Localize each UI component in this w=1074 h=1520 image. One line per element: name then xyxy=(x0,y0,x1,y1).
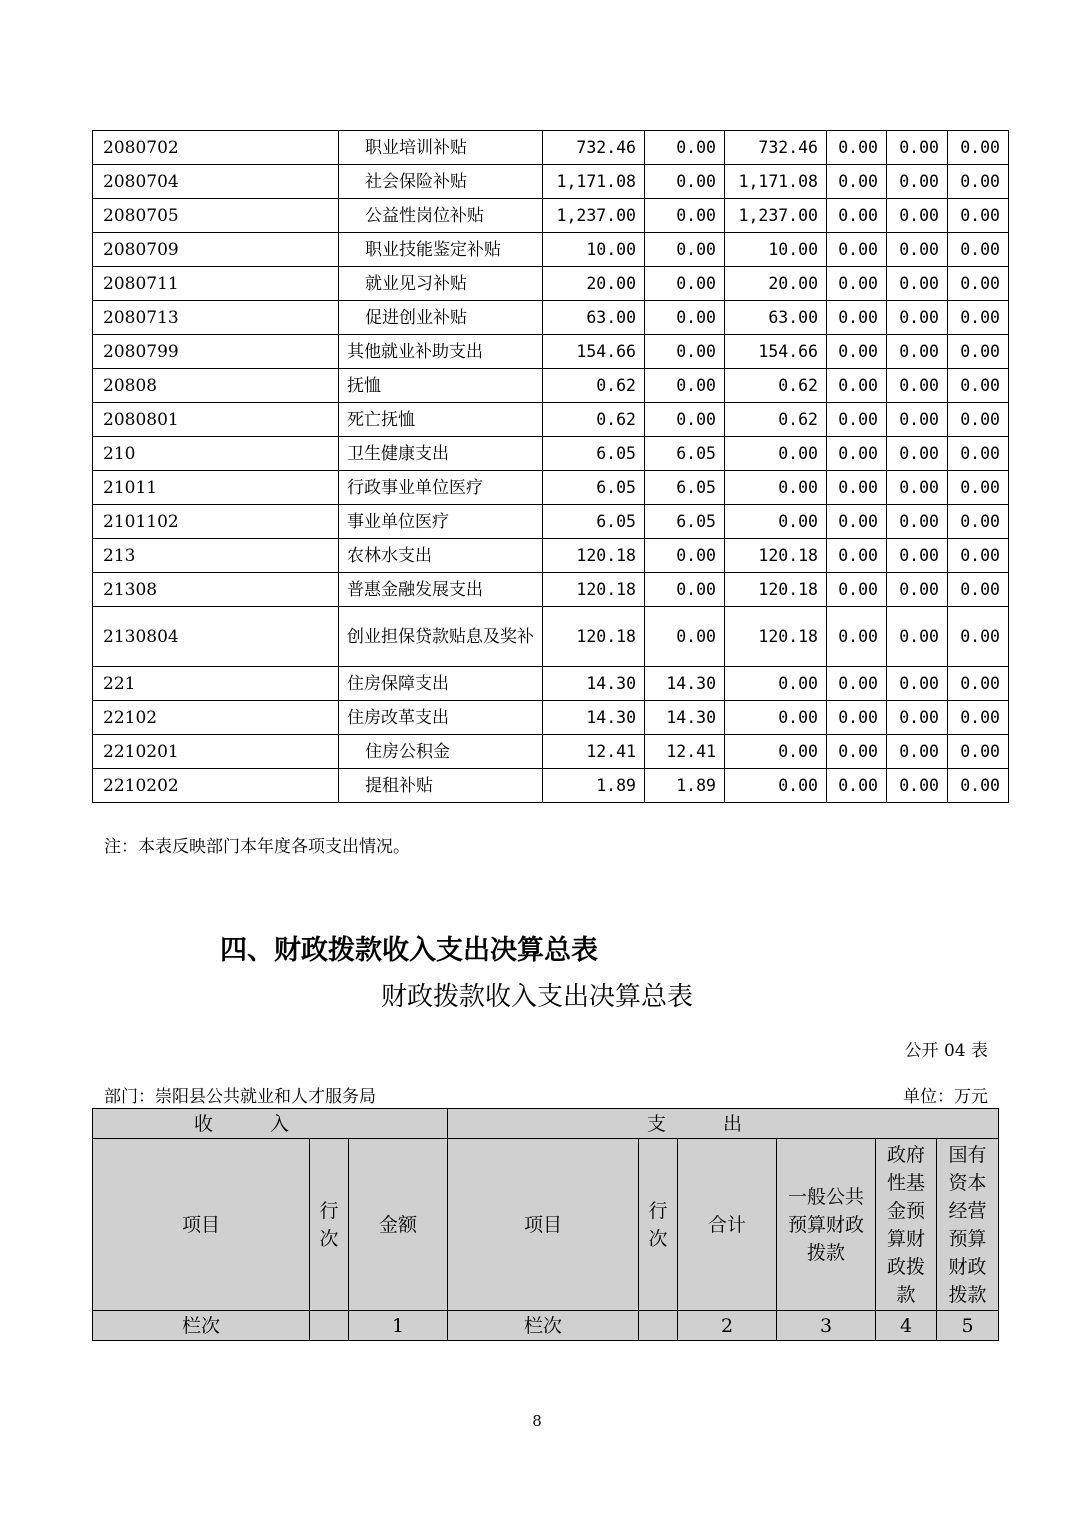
table-code: 公开 04 表 xyxy=(904,1041,988,1061)
row-value-4: 0.00 xyxy=(827,505,887,539)
row-value-2: 0.00 xyxy=(645,165,725,199)
row-name: 促进创业补贴 xyxy=(339,301,543,335)
row-code: 2101102 xyxy=(93,505,339,539)
row-code: 2080704 xyxy=(93,165,339,199)
row-value-4: 0.00 xyxy=(827,335,887,369)
table-row xyxy=(93,701,1009,735)
row-value-4: 0.00 xyxy=(827,131,887,165)
summary-table-header xyxy=(92,1108,999,1341)
row-value-6: 0.00 xyxy=(948,505,1009,539)
row-value-2: 0.00 xyxy=(645,573,725,607)
row-name: 住房保障支出 xyxy=(339,667,543,701)
row-value-4: 0.00 xyxy=(827,199,887,233)
row-value-1: 6.05 xyxy=(543,471,645,505)
row-code: 20808 xyxy=(93,369,339,403)
row-value-2: 0.00 xyxy=(645,403,725,437)
row-code: 2130804 xyxy=(93,607,339,667)
row-value-6: 0.00 xyxy=(948,131,1009,165)
row-value-6: 0.00 xyxy=(948,667,1009,701)
row-value-3: 0.00 xyxy=(725,437,827,471)
row-code: 221 xyxy=(93,667,339,701)
table-row xyxy=(93,335,1009,369)
page-number: 8 xyxy=(532,1412,542,1430)
row-name: 死亡抚恤 xyxy=(339,403,543,437)
row-value-5: 0.00 xyxy=(887,701,948,735)
gov-fund-label: 政府性基金预算财政拨款 xyxy=(886,1143,925,1306)
row-value-6: 0.00 xyxy=(948,267,1009,301)
row-value-4: 0.00 xyxy=(827,233,887,267)
row-value-5: 0.00 xyxy=(887,539,948,573)
row-value-2: 6.05 xyxy=(645,437,725,471)
table-row xyxy=(93,267,1009,301)
table-row xyxy=(93,233,1009,267)
row-value-4: 0.00 xyxy=(827,701,887,735)
income-item-header: 项目 xyxy=(93,1139,310,1311)
row-code: 2080799 xyxy=(93,335,339,369)
income-row-no-label: 行次 xyxy=(319,1199,339,1250)
row-value-2: 12.41 xyxy=(645,735,725,769)
row-value-3: 20.00 xyxy=(725,267,827,301)
row-value-2: 0.00 xyxy=(645,199,725,233)
general-budget-label: 一般公共预算财政拨款 xyxy=(787,1185,864,1264)
table-row xyxy=(93,769,1009,803)
state-capital-header xyxy=(937,1139,999,1311)
row-value-6: 0.00 xyxy=(948,301,1009,335)
row-value-1: 1,171.08 xyxy=(543,165,645,199)
row-value-4: 0.00 xyxy=(827,667,887,701)
column-number-1: 1 xyxy=(349,1311,448,1341)
expense-row-no-label: 行次 xyxy=(648,1199,668,1250)
row-name: 提租补贴 xyxy=(339,769,543,803)
row-value-2: 0.00 xyxy=(645,131,725,165)
row-name: 职业培训补贴 xyxy=(339,131,543,165)
total-header: 合计 xyxy=(678,1139,777,1311)
row-value-6: 0.00 xyxy=(948,769,1009,803)
row-value-6: 0.00 xyxy=(948,573,1009,607)
row-name: 住房改革支出 xyxy=(339,701,543,735)
row-name: 创业担保贷款贴息及奖补 xyxy=(339,607,543,667)
row-value-1: 120.18 xyxy=(543,573,645,607)
row-value-1: 10.00 xyxy=(543,233,645,267)
row-value-3: 120.18 xyxy=(725,573,827,607)
row-value-6: 0.00 xyxy=(948,403,1009,437)
row-value-5: 0.00 xyxy=(887,199,948,233)
row-value-1: 20.00 xyxy=(543,267,645,301)
row-value-1: 0.62 xyxy=(543,403,645,437)
column-blank-2 xyxy=(639,1311,678,1341)
row-name: 抚恤 xyxy=(339,369,543,403)
row-code: 2210201 xyxy=(93,735,339,769)
row-value-3: 0.00 xyxy=(725,735,827,769)
row-value-3: 1,171.08 xyxy=(725,165,827,199)
row-value-3: 154.66 xyxy=(725,335,827,369)
gov-fund-header xyxy=(876,1139,937,1311)
expense-item-header: 项目 xyxy=(448,1139,639,1311)
row-value-1: 154.66 xyxy=(543,335,645,369)
row-code: 213 xyxy=(93,539,339,573)
row-code: 210 xyxy=(93,437,339,471)
row-value-5: 0.00 xyxy=(887,301,948,335)
row-value-1: 12.41 xyxy=(543,735,645,769)
row-value-3: 0.00 xyxy=(725,505,827,539)
column-label-2: 栏次 xyxy=(448,1311,639,1341)
row-value-2: 6.05 xyxy=(645,505,725,539)
row-value-5: 0.00 xyxy=(887,505,948,539)
row-value-1: 120.18 xyxy=(543,607,645,667)
row-code: 2080713 xyxy=(93,301,339,335)
row-value-3: 1,237.00 xyxy=(725,199,827,233)
row-value-4: 0.00 xyxy=(827,471,887,505)
row-name: 职业技能鉴定补贴 xyxy=(339,233,543,267)
row-value-5: 0.00 xyxy=(887,769,948,803)
expense-table xyxy=(92,130,1009,803)
column-number-2: 2 xyxy=(678,1311,777,1341)
income-group-header xyxy=(93,1109,448,1139)
table-row xyxy=(93,437,1009,471)
row-name: 其他就业补助支出 xyxy=(339,335,543,369)
row-code: 2080705 xyxy=(93,199,339,233)
column-number-4: 4 xyxy=(876,1311,937,1341)
row-value-4: 0.00 xyxy=(827,369,887,403)
table-note: 注：本表反映部门本年度各项支出情况。 xyxy=(104,837,410,857)
column-number-3: 3 xyxy=(777,1311,876,1341)
row-value-2: 6.05 xyxy=(645,471,725,505)
row-value-1: 63.00 xyxy=(543,301,645,335)
row-value-4: 0.00 xyxy=(827,769,887,803)
row-code: 2080801 xyxy=(93,403,339,437)
table-row xyxy=(93,165,1009,199)
row-value-2: 0.00 xyxy=(645,539,725,573)
row-value-6: 0.00 xyxy=(948,165,1009,199)
row-value-3: 0.00 xyxy=(725,667,827,701)
row-code: 21011 xyxy=(93,471,339,505)
row-value-1: 732.46 xyxy=(543,131,645,165)
table-row xyxy=(93,607,1009,667)
row-value-3: 0.62 xyxy=(725,403,827,437)
row-value-2: 14.30 xyxy=(645,667,725,701)
row-value-5: 0.00 xyxy=(887,165,948,199)
row-value-5: 0.00 xyxy=(887,735,948,769)
row-value-6: 0.00 xyxy=(948,437,1009,471)
table-row xyxy=(93,573,1009,607)
row-value-6: 0.00 xyxy=(948,199,1009,233)
table-row xyxy=(93,667,1009,701)
row-value-5: 0.00 xyxy=(887,267,948,301)
income-label: 收入 xyxy=(193,1112,346,1135)
row-value-3: 0.62 xyxy=(725,369,827,403)
row-value-2: 14.30 xyxy=(645,701,725,735)
row-value-1: 6.05 xyxy=(543,505,645,539)
row-code: 22102 xyxy=(93,701,339,735)
row-name: 卫生健康支出 xyxy=(339,437,543,471)
row-name: 事业单位医疗 xyxy=(339,505,543,539)
row-value-5: 0.00 xyxy=(887,607,948,667)
table-title: 财政拨款收入支出决算总表 xyxy=(380,982,693,1012)
row-value-2: 0.00 xyxy=(645,233,725,267)
expense-row-no-header xyxy=(639,1139,678,1311)
column-number-5: 5 xyxy=(937,1311,999,1341)
row-value-3: 0.00 xyxy=(725,701,827,735)
row-name: 社会保险补贴 xyxy=(339,165,543,199)
row-value-4: 0.00 xyxy=(827,403,887,437)
row-value-4: 0.00 xyxy=(827,437,887,471)
table-row xyxy=(93,539,1009,573)
table-row xyxy=(93,735,1009,769)
row-value-4: 0.00 xyxy=(827,735,887,769)
income-row-no-header xyxy=(310,1139,349,1311)
table-row xyxy=(93,369,1009,403)
row-value-6: 0.00 xyxy=(948,471,1009,505)
row-name: 普惠金融发展支出 xyxy=(339,573,543,607)
row-value-2: 0.00 xyxy=(645,335,725,369)
row-value-3: 0.00 xyxy=(725,769,827,803)
row-value-1: 1,237.00 xyxy=(543,199,645,233)
row-value-6: 0.00 xyxy=(948,369,1009,403)
row-value-3: 0.00 xyxy=(725,471,827,505)
row-value-2: 0.00 xyxy=(645,267,725,301)
row-value-5: 0.00 xyxy=(887,369,948,403)
row-value-2: 0.00 xyxy=(645,369,725,403)
row-value-5: 0.00 xyxy=(887,573,948,607)
table-row xyxy=(93,199,1009,233)
row-value-3: 120.18 xyxy=(725,607,827,667)
state-capital-label: 国有资本经营预算财政拨款 xyxy=(948,1143,987,1306)
row-value-6: 0.00 xyxy=(948,233,1009,267)
table-row xyxy=(93,505,1009,539)
row-value-4: 0.00 xyxy=(827,301,887,335)
row-value-5: 0.00 xyxy=(887,437,948,471)
row-value-2: 1.89 xyxy=(645,769,725,803)
row-value-6: 0.00 xyxy=(948,539,1009,573)
row-value-4: 0.00 xyxy=(827,573,887,607)
row-name: 农林水支出 xyxy=(339,539,543,573)
row-value-1: 14.30 xyxy=(543,667,645,701)
row-value-6: 0.00 xyxy=(948,735,1009,769)
expense-group-header xyxy=(448,1109,999,1139)
row-value-1: 14.30 xyxy=(543,701,645,735)
row-name: 公益性岗位补贴 xyxy=(339,199,543,233)
row-value-5: 0.00 xyxy=(887,471,948,505)
table-row xyxy=(93,131,1009,165)
row-value-1: 0.62 xyxy=(543,369,645,403)
row-name: 就业见习补贴 xyxy=(339,267,543,301)
general-budget-header xyxy=(777,1139,876,1311)
row-value-4: 0.00 xyxy=(827,267,887,301)
table-row xyxy=(93,403,1009,437)
row-code: 2080709 xyxy=(93,233,339,267)
row-value-5: 0.00 xyxy=(887,335,948,369)
row-code: 2210202 xyxy=(93,769,339,803)
row-value-3: 63.00 xyxy=(725,301,827,335)
column-label-1: 栏次 xyxy=(93,1311,310,1341)
row-value-3: 10.00 xyxy=(725,233,827,267)
row-name: 行政事业单位医疗 xyxy=(339,471,543,505)
row-value-3: 732.46 xyxy=(725,131,827,165)
section-title: 四、财政拨款收入支出决算总表 xyxy=(220,935,598,966)
expense-table-body xyxy=(93,131,1009,803)
row-value-6: 0.00 xyxy=(948,607,1009,667)
row-value-4: 0.00 xyxy=(827,165,887,199)
row-value-5: 0.00 xyxy=(887,403,948,437)
row-code: 2080702 xyxy=(93,131,339,165)
row-value-1: 1.89 xyxy=(543,769,645,803)
row-value-4: 0.00 xyxy=(827,607,887,667)
row-name: 住房公积金 xyxy=(339,735,543,769)
row-code: 2080711 xyxy=(93,267,339,301)
row-value-1: 120.18 xyxy=(543,539,645,573)
row-value-3: 120.18 xyxy=(725,539,827,573)
unit-label: 单位：万元 xyxy=(903,1087,988,1107)
row-value-4: 0.00 xyxy=(827,539,887,573)
row-value-5: 0.00 xyxy=(887,131,948,165)
row-value-2: 0.00 xyxy=(645,301,725,335)
department-label: 部门：崇阳县公共就业和人才服务局 xyxy=(104,1087,376,1107)
table-row xyxy=(93,471,1009,505)
row-value-5: 0.00 xyxy=(887,233,948,267)
amount-header: 金额 xyxy=(349,1139,448,1311)
table-row xyxy=(93,301,1009,335)
expense-label: 支出 xyxy=(646,1112,799,1135)
row-code: 21308 xyxy=(93,573,339,607)
row-value-6: 0.00 xyxy=(948,701,1009,735)
row-value-2: 0.00 xyxy=(645,607,725,667)
row-value-1: 6.05 xyxy=(543,437,645,471)
row-value-6: 0.00 xyxy=(948,335,1009,369)
column-blank-1 xyxy=(310,1311,349,1341)
row-value-5: 0.00 xyxy=(887,667,948,701)
